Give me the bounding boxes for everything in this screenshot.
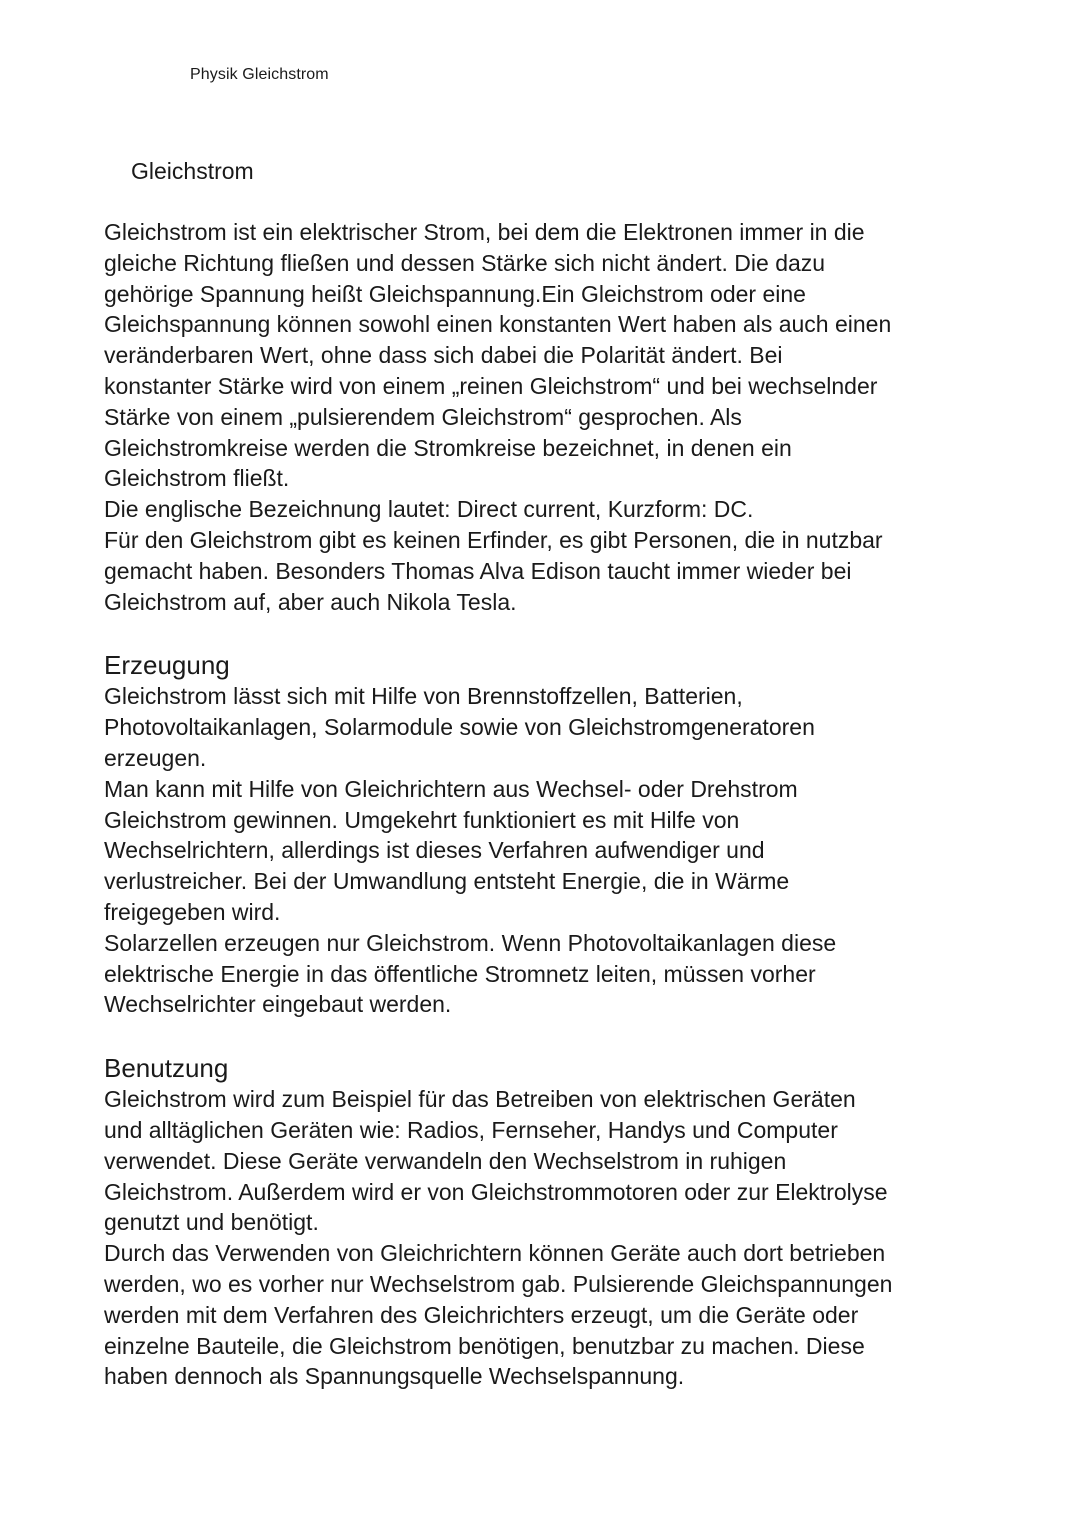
- section-heading: Benutzung: [104, 1053, 229, 1084]
- section-paragraph: Solarzellen erzeugen nur Gleichstrom. Wenn Photovoltaikanlagen diese elektrische Energie in das öffentliche Stromnetz leiten, müssen vorher Wechselrichter eingebaut werden.: [104, 929, 837, 1018]
- intro-paragraph: Für den Gleichstrom gibt es keinen Erfinder, es gibt Personen, die in nutzbar gemacht haben. Besonders Thomas Alva Edison taucht immer wieder bei Gleichstrom auf, aber auch Nikola Tesla.: [104, 526, 883, 615]
- intro-section: [104, 217, 984, 617]
- running-header: Physik Gleichstrom: [190, 66, 329, 83]
- section-paragraph: Gleichstrom lässt sich mit Hilfe von Brennstoffzellen, Batterien, Photovoltaikanlagen, Solarmodule sowie von Gleichstromgeneratoren erzeugen.: [104, 683, 815, 771]
- intro-paragraph: Die englische Bezeichnung lautet: Direct current, Kurzform: DC.: [104, 496, 754, 523]
- section-paragraph: Gleichstrom wird zum Beispiel für das Betreiben von elektrischen Geräten und alltäglichen Geräten wie: Radios, Fernseher, Handys und Computer verwendet. Diese Geräte verwandeln den Wechselstrom in ruhigen Gleichstrom. Außerdem wird er von Gleichstrommotoren oder zur Elektrolyse genutzt und benötigt.: [104, 1086, 888, 1236]
- intro-paragraph: Gleichstrom ist ein elektrischer Strom, bei dem die Elektronen immer in die gleiche Richtung fließen und dessen Stärke sich nicht ändert. Die dazu gehörige Spannung heißt Gleichspannung.Ein Gleichstrom oder eine Gleichspannung können sowohl einen konstanten Wert haben als auch einen veränderbaren Wert, ohne dass sich dabei die Polarität ändert. Bei konstanter Stärke wird von einem „reinen Gleichstrom“ und bei wechselnder Stärke von einem „pulsierendem Gleichstrom“ gesprochen. Als Gleichstromkreise werden die Stromkreise bezeichnet, in denen ein Gleichstrom fließt.: [104, 219, 892, 492]
- section-erzeugung: [104, 649, 984, 1020]
- document-title: Gleichstrom: [131, 158, 254, 184]
- document-body: [104, 156, 984, 1392]
- section-paragraph: Durch das Verwenden von Gleichrichtern können Geräte auch dort betrieben werden, wo es vorher nur Wechselstrom gab. Pulsierende Gleichspannungen werden mit dem Verfahren des Gleichrichters erzeugt, um die Geräte oder einzelne Bauteile, die Gleichstrom benötigen, benutzbar zu machen. Diese haben dennoch als Spannungsquelle Wechselspannung.: [104, 1240, 893, 1390]
- section-paragraph: Man kann mit Hilfe von Gleichrichtern aus Wechsel- oder Drehstrom Gleichstrom gewinnen. Umgekehrt funktioniert es mit Hilfe von Wechselrichtern, allerdings ist dieses Verfahren aufwendiger und verlustreicher. Bei der Umwandlung entsteht Energie, die in Wärme freigegeben wird.: [104, 775, 798, 925]
- section-heading: Erzeugung: [104, 650, 230, 681]
- section-benutzung: [104, 1052, 984, 1392]
